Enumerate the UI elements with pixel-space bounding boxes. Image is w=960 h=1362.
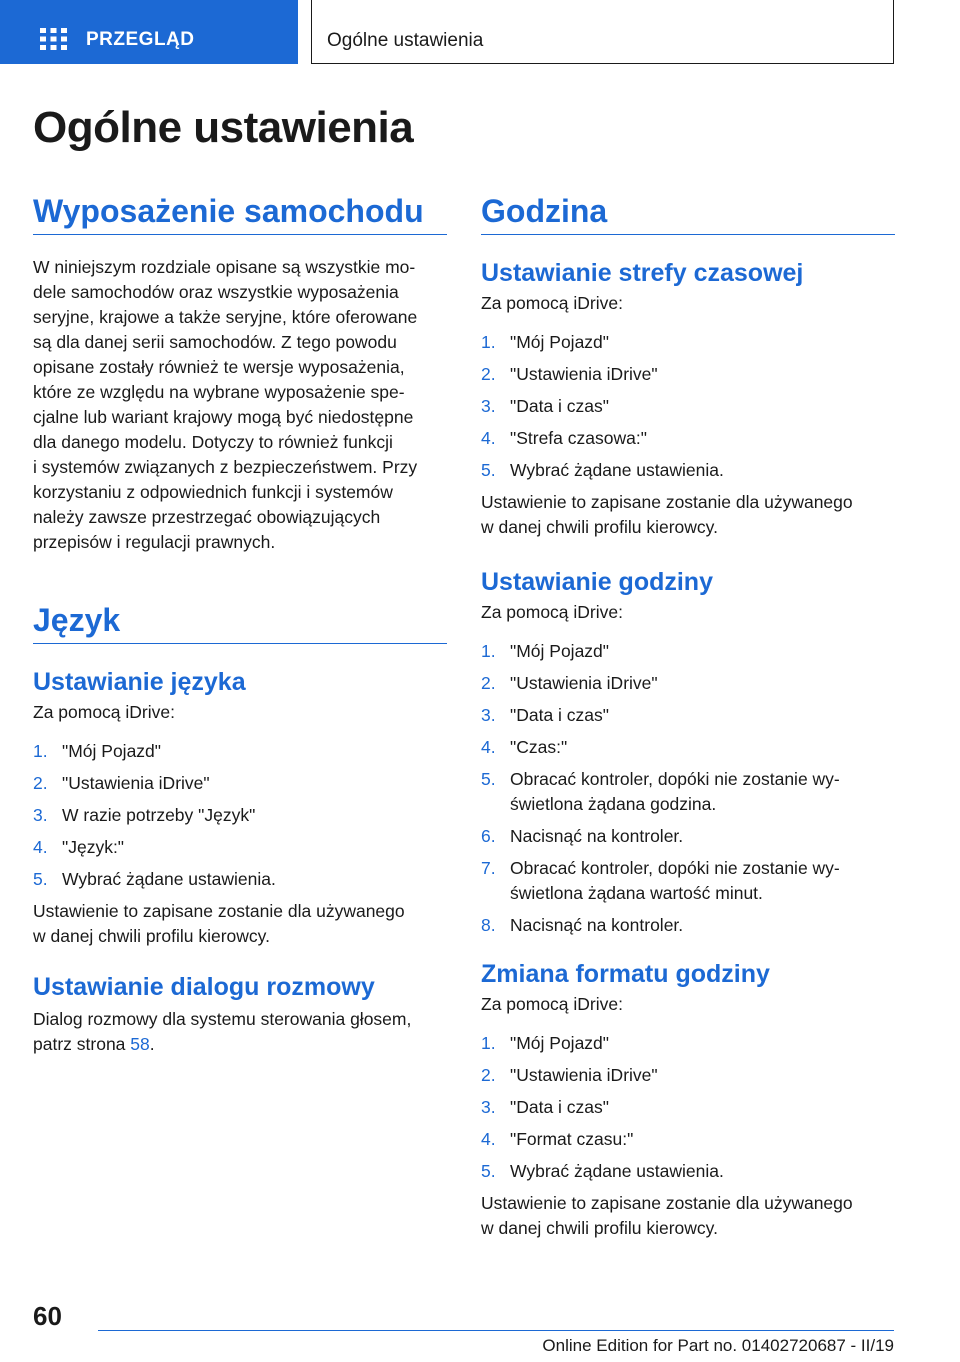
grid-menu-icon xyxy=(40,28,67,50)
list-item: 2. "Ustawienia iDrive" xyxy=(481,673,658,693)
equipment-line: przepisów i regulacji prawnych. xyxy=(33,532,276,552)
equipment-line: dele samochodów oraz wszystkie wyposażenia xyxy=(33,282,399,302)
equipment-body xyxy=(33,255,447,555)
list-item: 7. Obracać kontroler, dopóki nie zostanie wy‐ świetlona żądana wartość minut. xyxy=(481,858,840,903)
list-item: 1. "Mój Pojazd" xyxy=(33,741,161,761)
set-language-heading: Ustawianie języka xyxy=(33,668,246,696)
equipment-heading: Wyposażenie samochodu xyxy=(33,190,447,235)
overview-tab[interactable] xyxy=(0,0,298,64)
equipment-line: seryjne, krajowe a także seryjne, które oferowane xyxy=(33,307,418,327)
list-item: 3. "Data i czas" xyxy=(481,1097,609,1117)
footer-divider xyxy=(98,1330,894,1331)
list-item: 5. Wybrać żądane ustawienia. xyxy=(481,460,724,480)
timezone-note: Ustawienie to zapisane zostanie dla używanego w danej chwili profilu kierowcy. xyxy=(481,492,853,537)
set-language-intro: Za pomocą iDrive: xyxy=(33,702,175,722)
set-language-note: Ustawienie to zapisane zostanie dla używanego w danej chwili profilu kierowcy. xyxy=(33,901,405,946)
equipment-line: są dla danej serii samochodów. Z tego powodu xyxy=(33,332,397,352)
list-item: 5. Wybrać żądane ustawienia. xyxy=(481,1161,724,1181)
right-column xyxy=(481,190,895,1241)
dialog-heading: Ustawianie dialogu rozmowy xyxy=(33,973,375,1001)
list-item: 4. "Format czasu:" xyxy=(481,1129,634,1149)
timezone-heading: Ustawianie strefy czasowej xyxy=(481,259,804,287)
list-item: 3. "Data i czas" xyxy=(481,705,609,725)
set-language-steps xyxy=(33,739,447,892)
format-intro: Za pomocą iDrive: xyxy=(481,994,623,1014)
list-item: 1. "Mój Pojazd" xyxy=(481,1033,609,1053)
list-item: 6. Nacisnąć na kontroler. xyxy=(481,826,684,846)
list-item: 1. "Mój Pojazd" xyxy=(481,641,609,661)
page-number: 60 xyxy=(33,1301,62,1331)
page-link[interactable]: 58 xyxy=(130,1034,150,1054)
breadcrumb-label: Ogólne ustawienia xyxy=(327,30,484,51)
list-item: 4. "Czas:" xyxy=(481,737,568,757)
list-item: 8. Nacisnąć na kontroler. xyxy=(481,915,684,935)
list-item: 3. W razie potrzeby "Język" xyxy=(33,805,256,825)
list-item: 1. "Mój Pojazd" xyxy=(481,332,609,352)
list-item: 5. Obracać kontroler, dopóki nie zostanie wy‐ świetlona żądana godzina. xyxy=(481,769,840,814)
list-item: 3. "Data i czas" xyxy=(481,396,609,416)
timezone-steps xyxy=(481,330,895,483)
equipment-line: należy zawsze przestrzegać obowiązujących xyxy=(33,507,381,527)
left-column xyxy=(33,190,447,1057)
dialog-body: Dialog rozmowy dla systemu sterowania głosem, patrz strona 58. xyxy=(33,1009,412,1054)
equipment-line: opisane zostały również te wersje wyposażenia, xyxy=(33,357,405,377)
equipment-line: i systemów związanych z bezpieczeństwem. Przy xyxy=(33,457,418,477)
breadcrumb xyxy=(311,0,894,64)
list-item: 2. "Ustawienia iDrive" xyxy=(481,364,658,384)
clock-heading: Godzina xyxy=(481,190,895,235)
time-intro: Za pomocą iDrive: xyxy=(481,602,623,622)
list-item: 4. "Strefa czasowa:" xyxy=(481,428,647,448)
format-steps xyxy=(481,1031,895,1184)
equipment-line: W niniejszym rozdziale opisane są wszystkie mo‐ xyxy=(33,257,416,277)
timezone-intro: Za pomocą iDrive: xyxy=(481,293,623,313)
edition-footer: Online Edition for Part no. 01402720687 - II/19 xyxy=(542,1336,894,1355)
overview-tab-label: PRZEGLĄD xyxy=(86,29,195,50)
page-title: Ogólne ustawienia xyxy=(33,103,414,152)
equipment-line: które ze względu na wybrane wyposażenie spe‐ xyxy=(33,382,405,402)
format-heading: Zmiana formatu godziny xyxy=(481,960,770,988)
list-item: 5. Wybrać żądane ustawienia. xyxy=(33,869,276,889)
list-item: 2. "Ustawienia iDrive" xyxy=(33,773,210,793)
language-heading: Język xyxy=(33,599,447,644)
list-item: 4. "Język:" xyxy=(33,837,125,857)
time-steps xyxy=(481,639,895,938)
equipment-line: korzystaniu z odpowiednich funkcji i systemów xyxy=(33,482,393,502)
format-note: Ustawienie to zapisane zostanie dla używanego w danej chwili profilu kierowcy. xyxy=(481,1193,853,1238)
list-item: 2. "Ustawienia iDrive" xyxy=(481,1065,658,1085)
equipment-line: dla danego modelu. Dotyczy to również funkcji xyxy=(33,432,393,452)
time-heading: Ustawianie godziny xyxy=(481,568,713,596)
equipment-line: cjalne lub wariant krajowy mogą być niedostępne xyxy=(33,407,414,427)
